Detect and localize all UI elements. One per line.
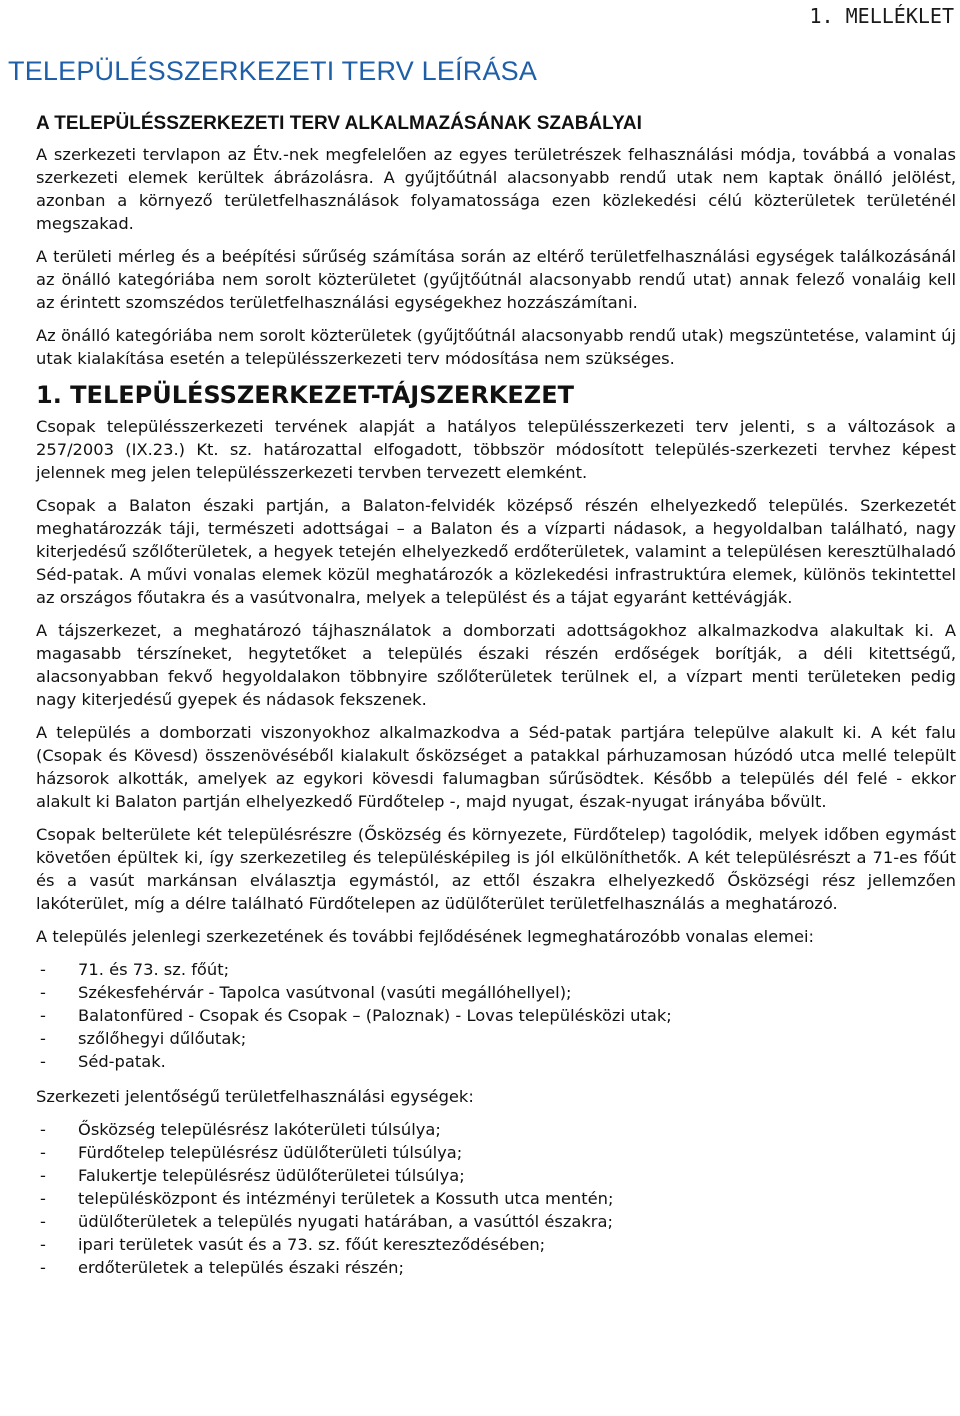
section-paragraph-5: Csopak belterülete két településrészre (Ősközség és környezete, Fürdőtelep) tagolódik, melyek időben egymást követően épültek ki, így szerkezetileg és településképileg is jól elkülöníthetők. A két településrészt a 71-es főút és a vasút markánsan elválasztja egymástól, az ettől északra elhelyezkedő Ősközségi rész jellemzően lakóterület, míg a délre található Fürdőtelepen az üdülőterület területfelhasználás a meghatározó.: [36, 825, 956, 913]
list-item-text: erdőterületek a település északi részén;: [78, 1258, 404, 1277]
units-intro: Szerkezeti jelentőségű területfelhasználási egységek:: [36, 1087, 474, 1106]
dash-marker: -: [40, 1258, 46, 1277]
section-paragraph-2: Csopak a Balaton északi partján, a Balaton-felvidék középső részén elhelyezkedő település. Szerkezetét meghatározzák táji, természeti adottságai – a Balaton és a vízparti nádasok, a hegyoldalban található, nagy kiterjedésű szőlőterületek, a hegyek tetején elhelyezkedő erdőterületek, valamint a településen keresztülhaladó Séd-patak. A művi vonalas elemek közül meghatározók a közlekedési infrastruktúra elemek, különös tekintettel az országos főutakra és a vasútvonalra, melyek a települést és a tájat egyaránt kettévágják.: [36, 496, 956, 607]
intro-paragraph-1: A szerkezeti tervlapon az Étv.-nek megfelelően az egyes területrészek felhasználási módja, továbbá a vonalas szerkezeti elemek kerültek ábrázolásra. A gyűjtőútnál alacsonyabb rendű utak nem kaptak önálló jelölést, azonban a környező területfelhasználások folyamatossága ezen közlekedési célú közterületek területénél megszakad.: [36, 145, 956, 233]
linear-elements-intro: A település jelenlegi szerkezetének és további fejlődésének legmeghatározóbb vonalas elemei:: [36, 927, 815, 946]
dash-marker: -: [40, 1029, 46, 1048]
page-label: 1. MELLÉKLET: [809, 4, 954, 28]
list-item: [36, 1164, 956, 1187]
list-item: [36, 1050, 956, 1073]
document-title: TELEPÜLÉSSZERKEZETI TERV LEÍRÁSA: [8, 56, 538, 86]
list-item-text: Fürdőtelep településrész üdülőterületi túlsúlya;: [78, 1143, 463, 1162]
list-item-text: ipari területek vasút és a 73. sz. főút kereszteződésében;: [78, 1235, 546, 1254]
dash-marker: -: [40, 983, 46, 1002]
intro-paragraph-2: A területi mérleg és a beépítési sűrűség számítása során az eltérő területfelhasználási egységek találkozásánál az önálló kategóriába nem sorolt közterületet (gyűjtőútnál alacsonyabb rendű utat) annak felező vonaláig kell az érintett szomszédos területfelhasználási egységekhez hozzászámítani.: [36, 247, 956, 312]
dash-marker: -: [40, 1006, 46, 1025]
section-paragraph-4: A település a domborzati viszonyokhoz alkalmazkodva a Séd-patak partjára települve alakult ki. A két falu (Csopak és Kövesd) összenövéséből kialakult ősközséget a patakkal párhuzamosan húzódó utca mellé települt házsorok alkották, amelyek az egykori kövesdi falumagban sűrűsödtek. Később a település dél felé - ekkor alakult ki Balaton partján elhelyezkedő Fürdőtelep -, majd nyugat, észak-nyugat irányába bővült.: [36, 723, 956, 811]
list-item: [36, 1233, 956, 1256]
list-item: [36, 981, 956, 1004]
dash-marker: -: [40, 1235, 46, 1254]
dash-marker: -: [40, 1052, 46, 1071]
list-item: [36, 1256, 956, 1279]
section-heading: 1. TELEPÜLÉSSZERKEZET-TÁJSZERKEZET: [36, 381, 574, 409]
list-item: [36, 1187, 956, 1210]
section-paragraph-1: Csopak településszerkezeti tervének alapját a hatályos településszerkezeti terv jelenti, s a változások a 257/2003 (IX.23.) Kt. sz. határozattal elfogadott, többször módosított település-szerkezeti tervhez képest jelennek meg jelen településszerkezeti tervben tervezett elemként.: [36, 417, 956, 482]
dash-marker: -: [40, 1143, 46, 1162]
list-item: [36, 958, 956, 981]
list-item: [36, 1027, 956, 1050]
list-item-text: Székesfehérvár - Tapolca vasútvonal (vasúti megállóhellyel);: [78, 983, 572, 1002]
units-list: [36, 1118, 956, 1279]
dash-marker: -: [40, 1120, 46, 1139]
dash-marker: -: [40, 1166, 46, 1185]
list-item-text: üdülőterületek a település nyugati határában, a vasúttól északra;: [78, 1212, 613, 1231]
list-item-text: Balatonfüred - Csopak és Csopak – (Paloznak) - Lovas településközi utak;: [78, 1006, 672, 1025]
linear-elements-list: [36, 958, 956, 1073]
list-item: [36, 1141, 956, 1164]
dash-marker: -: [40, 1189, 46, 1208]
intro-paragraph-3: Az önálló kategóriába nem sorolt közterületek (gyűjtőútnál alacsonyabb rendű utak) megszüntetése, valamint új utak kialakítása esetén a településszerkezeti terv módosítása nem szükséges.: [36, 326, 956, 368]
dash-marker: -: [40, 1212, 46, 1231]
sub-heading: A TELEPÜLÉSSZERKEZETI TERV ALKALMAZÁSÁNAK SZABÁLYAI: [36, 113, 642, 134]
list-item: [36, 1004, 956, 1027]
list-item-text: 71. és 73. sz. főút;: [78, 960, 230, 979]
list-item-text: Ősközség településrész lakóterületi túlsúlya;: [78, 1120, 441, 1139]
list-item: [36, 1118, 956, 1141]
list-item: [36, 1210, 956, 1233]
list-item-text: Séd-patak.: [78, 1052, 166, 1071]
list-item-text: szőlőhegyi dűlőutak;: [78, 1029, 247, 1048]
document-body: [36, 112, 956, 1291]
dash-marker: -: [40, 960, 46, 979]
list-item-text: Falukertje településrész üdülőterületei túlsúlya;: [78, 1166, 465, 1185]
section-paragraph-3: A tájszerkezet, a meghatározó tájhasználatok a domborzati adottságokhoz alkalmazkodva alakultak ki. A magasabb térszíneket, hegytetőket a település északi részén erdőségek borítják, a déli kitettségű, alacsonyabban fekvő hegyoldalakon többnyire szőlőterületek terülnek el, a vízpart menti területeken pedig nagy kiterjedésű gyepek és nádasok fekszenek.: [36, 621, 956, 709]
list-item-text: településközpont és intézményi területek a Kossuth utca mentén;: [78, 1189, 614, 1208]
